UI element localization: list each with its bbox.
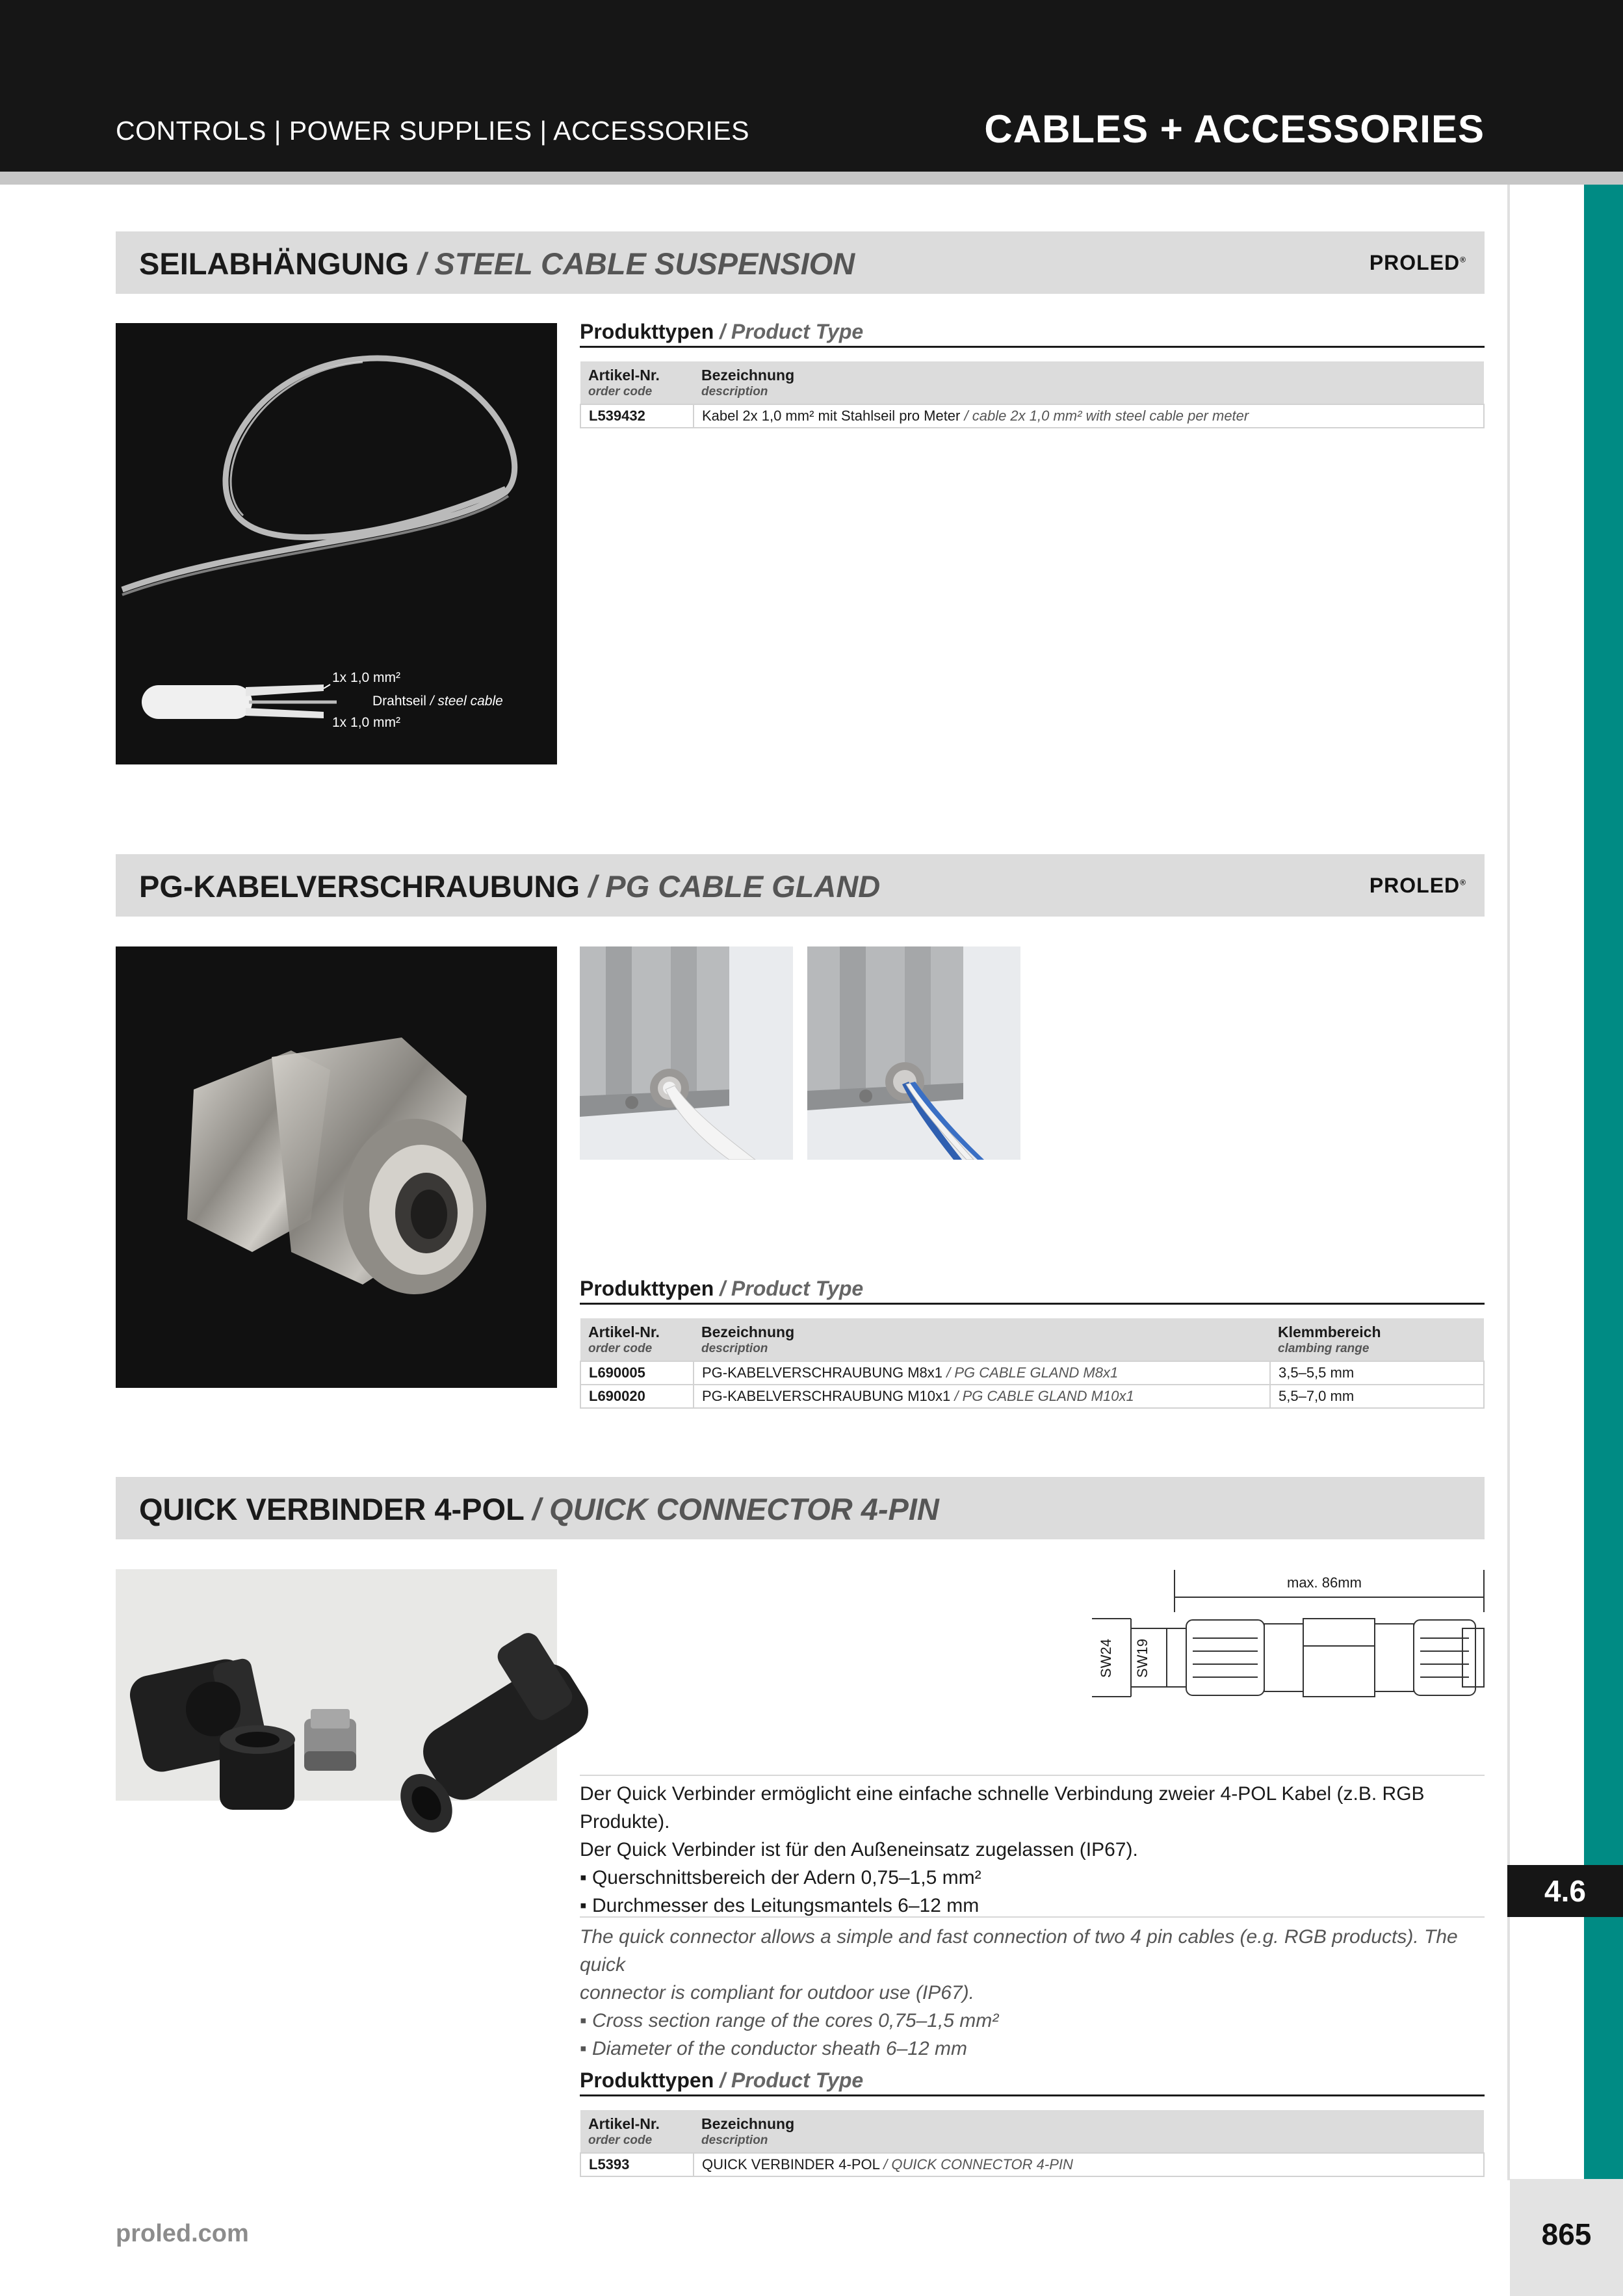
product-type-heading [580,1277,1485,1305]
description-german [580,1780,1485,1920]
col-label-en: order code [588,1342,653,1355]
description-line: The quick connector allows a simple and fast connection of two 4 pin cables (e.g. RGB products). The quick [580,1926,1458,1976]
col-order-code [580,1318,694,1361]
dimension-sw-inner: SW19 [1134,1639,1150,1678]
label-steel-en: / steel cable [430,694,503,709]
desc-en: / QUICK CONNECTOR 4-PIN [883,2156,1073,2172]
section-header-cable-gland [116,854,1485,917]
label-core-bottom: 1x 1,0 mm² [332,715,401,730]
title-en: / QUICK CONNECTOR 4-PIN [532,1492,939,1526]
clamping-range: 5,5–7,0 mm [1270,1385,1484,1408]
table-row [580,1385,1484,1408]
desc-en: / PG CABLE GLAND M8x1 [946,1364,1119,1381]
description-divider [580,1916,1485,1918]
description-line: connector is compliant for outdoor use (IP67). [580,1982,974,2003]
product-type-heading [580,320,1485,348]
gland-application-photo-2 [807,946,1020,1160]
description-bullet: ▪ Diameter of the conductor sheath 6–12 mm [580,2038,967,2059]
dimension-sw-outer: SW24 [1097,1639,1114,1678]
product-table-gland [580,1318,1485,1409]
table-header-row [580,1318,1484,1361]
description-cell [694,1385,1270,1408]
col-description [694,1318,1270,1361]
quick-connector-photo [116,1569,610,1855]
section-header-quick-connector [116,1477,1485,1539]
website-link[interactable]: proled.com [116,2220,249,2247]
heading-de: Produkttypen [580,320,714,343]
col-label-de: Artikel-Nr. [588,367,660,384]
steel-cable-photo [116,323,557,764]
col-label-de: Bezeichnung [701,1324,795,1340]
table-row [580,1361,1484,1385]
description-line: Der Quick Verbinder ist für den Außeneinsatz zugelassen (IP67). [580,1839,1138,1860]
heading-en: / Product Type [720,2068,864,2092]
cable-gland-image [116,946,557,1388]
gland-application-image-2 [807,946,1020,1160]
product-table-quick-connector [580,2110,1485,2177]
chapter-tab[interactable]: 4.6 [1507,1865,1623,1917]
section-header-steel-cable [116,231,1485,294]
brand-text: PROLED [1369,874,1461,897]
title-de: PG-KABELVERSCHRAUBUNG [139,869,580,904]
col-description [694,2110,1484,2153]
category-breadcrumb: CONTROLS | POWER SUPPLIES | ACCESSORIES [116,116,749,146]
title-de: QUICK VERBINDER 4-POL [139,1492,524,1526]
gland-application-photo-1 [580,946,793,1160]
brand-text: PROLED [1369,251,1461,274]
order-code: L5393 [580,2153,694,2176]
desc-de: PG-KABELVERSCHRAUBUNG M10x1 [702,1388,951,1404]
section-title [139,246,855,281]
description-english [580,1923,1485,2063]
col-order-code [580,2110,694,2153]
desc-de: QUICK VERBINDER 4-POL [702,2156,880,2172]
col-label-en: order code [588,2133,653,2147]
title-en: / STEEL CABLE SUSPENSION [417,246,855,281]
col-label-de: Klemmbereich [1278,1324,1381,1340]
dimension-max-length: max. 86mm [1287,1574,1362,1591]
description-bullet: ▪ Cross section range of the cores 0,75–1,5 mm² [580,2010,999,2031]
header-divider [0,172,1623,185]
description-cell [694,404,1484,428]
label-steel-de: Drahtseil [372,694,426,709]
description-bullet: ▪ Durchmesser des Leitungsmantels 6–12 mm [580,1895,980,1916]
section-title [139,1491,939,1527]
label-steel-cable [372,694,503,709]
gland-application-image-1 [580,946,793,1160]
table-header-row [580,361,1484,404]
col-order-code [580,361,694,404]
table-row [580,2153,1484,2176]
table-row [580,404,1484,428]
col-label-de: Bezeichnung [701,367,795,384]
description-bullet: ▪ Querschnittsbereich der Adern 0,75–1,5 mm² [580,1867,981,1888]
order-code: L690005 [580,1361,694,1385]
col-label-en: description [701,385,768,398]
description-divider [580,1775,1485,1776]
product-table-steel [580,361,1485,428]
heading-en: / Product Type [720,320,864,343]
col-label-en: clambing range [1278,1342,1370,1355]
desc-en: / PG CABLE GLAND M10x1 [954,1388,1134,1404]
proled-logo: PROLED® [1369,874,1466,897]
desc-de: Kabel 2x 1,0 mm² mit Stahlseil pro Meter [702,408,961,424]
connector-dimension-drawing [1092,1567,1485,1703]
product-type-heading [580,2068,1485,2096]
heading-de: Produkttypen [580,2068,714,2092]
section-title [139,868,880,904]
col-label-de: Artikel-Nr. [588,1324,660,1340]
cable-gland-photo [116,946,557,1388]
heading-de: Produkttypen [580,1277,714,1300]
title-de: SEILABHÄNGUNG [139,246,409,281]
page-number: 865 [1541,2217,1592,2251]
description-cell [694,1361,1270,1385]
order-code: L539432 [580,404,694,428]
proled-logo: PROLED® [1369,251,1466,274]
col-label-en: order code [588,385,653,398]
col-label-en: description [701,2133,768,2147]
heading-en: / Product Type [720,1277,864,1300]
table-header-row [580,2110,1484,2153]
description-cell [694,2153,1484,2176]
clamping-range: 3,5–5,5 mm [1270,1361,1484,1385]
col-clamping-range [1270,1318,1484,1361]
label-core-top: 1x 1,0 mm² [332,670,401,685]
chapter-title: CABLES + ACCESSORIES [984,107,1485,151]
desc-en: / cable 2x 1,0 mm² with steel cable per meter [964,408,1249,424]
title-en: / PG CABLE GLAND [588,869,881,904]
quick-connector-image [116,1569,610,1855]
desc-de: PG-KABELVERSCHRAUBUNG M8x1 [702,1364,943,1381]
description-line: Der Quick Verbinder ermöglicht eine einfache schnelle Verbindung zweier 4-POL Kabel (z.B. RGB Produkte). [580,1783,1425,1833]
col-label-de: Artikel-Nr. [588,2115,660,2132]
col-description [694,361,1484,404]
col-label-en: description [701,1342,768,1355]
col-label-de: Bezeichnung [701,2115,795,2132]
order-code: L690020 [580,1385,694,1408]
